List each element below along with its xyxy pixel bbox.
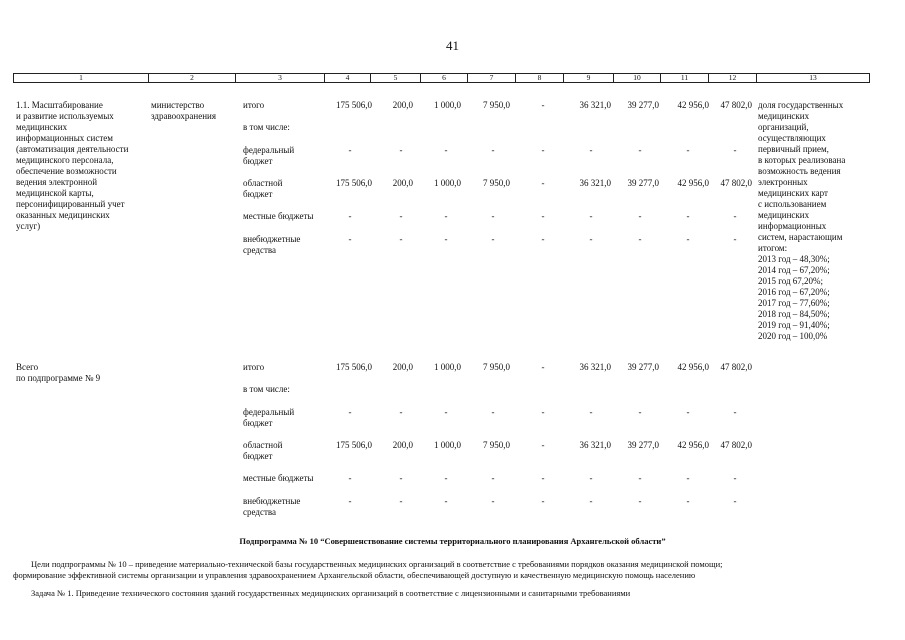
value-cell: 200,0 [392,178,413,188]
value-cell: - [348,496,352,506]
indicator-line: 2014 год – 67,20%; [758,265,830,275]
indicator-line: с использованием [758,199,827,209]
value-cell: 39 277,0 [627,440,659,450]
value-cell: - [491,473,495,483]
value-cell: 175 506,0 [336,100,372,110]
value-cell: - [399,407,403,417]
indicator-line: информационных [758,221,827,231]
value-cell: 7 950,0 [483,362,510,372]
header-cell: 11 [661,74,709,83]
value-cell: - [589,496,593,506]
value-cell: - [733,211,737,221]
header-cell: 9 [564,74,614,83]
value-cell: - [589,211,593,221]
indicator-line: организаций, [758,122,809,132]
header-cell: 5 [371,74,421,83]
value-cell: 39 277,0 [627,178,659,188]
funding-source-label: итого [243,100,265,110]
value-cell: 175 506,0 [336,178,372,188]
indicator-line: 2019 год – 91,40%; [758,320,830,330]
value-cell: - [399,145,403,155]
item-name-line: информационных систем [16,133,113,143]
value-cell: - [686,407,690,417]
value-cell: - [541,496,545,506]
header-cell: 8 [516,74,564,83]
value-cell: 36 321,0 [579,440,611,450]
funding-source-label: областной [243,178,283,188]
value-cell: - [399,496,403,506]
value-cell: 200,0 [392,100,413,110]
item-name-line: обеспечение возможности [16,166,117,176]
value-cell: - [348,211,352,221]
value-cell: 39 277,0 [627,100,659,110]
value-cell: - [686,473,690,483]
value-cell: - [348,234,352,244]
value-cell: 47 802,0 [720,440,752,450]
item-name-line: персонифицированный учет [16,199,125,209]
item-name-line: медицинских [16,122,68,132]
value-cell: - [541,234,545,244]
value-cell: - [399,234,403,244]
value-cell: - [399,211,403,221]
indicator-line: итогом: [758,243,788,253]
indicator-line: медицинских [758,210,810,220]
value-cell: 39 277,0 [627,362,659,372]
value-cell: - [541,407,545,417]
header-cell: 12 [709,74,757,83]
value-cell: - [638,496,642,506]
header-row [14,74,870,83]
item-name-line: медицинского персонала, [16,155,114,165]
value-cell: 200,0 [392,440,413,450]
header-cell: 3 [236,74,325,83]
indicator-line: первичный прием, [758,144,829,154]
value-cell: - [638,211,642,221]
value-cell: 36 321,0 [579,100,611,110]
value-cell: - [733,234,737,244]
subprogram-title: Подпрограмма № 10 “Совершенствование системы территориального планирования Архангельской области” [239,536,666,546]
indicator-line: 2015 год 67,20%; [758,276,824,286]
value-cell: 1 000,0 [434,178,461,188]
item-name-line: Всего [16,362,39,372]
header-cell: 13 [757,74,870,83]
item-name-line: ведения электронной [16,177,98,187]
value-cell: 175 506,0 [336,362,372,372]
value-cell: - [638,407,642,417]
indicator-line: систем, нарастающим [758,232,843,242]
value-cell: 47 802,0 [720,362,752,372]
indicator-line: осуществляющих [758,133,826,143]
value-cell: - [491,496,495,506]
value-cell: 200,0 [392,362,413,372]
value-cell: - [733,473,737,483]
value-cell: - [541,100,545,110]
value-cell: - [541,178,545,188]
item-name-line: медицинской карты, [16,188,94,198]
value-cell: - [541,211,545,221]
funding-source-label: бюджет [243,451,273,461]
funding-source-label: бюджет [243,156,273,166]
funding-source-label: федеральный [243,407,295,417]
value-cell: - [541,473,545,483]
value-cell: 1 000,0 [434,100,461,110]
value-cell: - [589,407,593,417]
indicator-line: 2016 год – 67,20%; [758,287,830,297]
value-cell: 175 506,0 [336,440,372,450]
value-cell: 36 321,0 [579,178,611,188]
value-cell: - [686,145,690,155]
funding-source-label: областной [243,440,283,450]
value-cell: 1 000,0 [434,362,461,372]
funding-source-label: в том числе: [243,384,290,394]
header-cell: 1 [14,74,149,83]
header-cell: 2 [149,74,236,83]
value-cell: - [399,473,403,483]
indicator-line: 2013 год – 48,30%; [758,254,830,264]
value-cell: - [541,362,545,372]
value-cell: 7 950,0 [483,100,510,110]
value-cell: 42 956,0 [677,178,709,188]
indicator-line: в которых реализована [758,155,846,165]
value-cell: - [686,234,690,244]
value-cell: - [444,496,448,506]
value-cell: - [733,145,737,155]
value-cell: 7 950,0 [483,440,510,450]
value-cell: 36 321,0 [579,362,611,372]
column-number-header [13,73,870,83]
value-cell: - [444,145,448,155]
indicator-line: доля государственных [758,100,844,110]
header-cell: 6 [421,74,468,83]
value-cell: 47 802,0 [720,100,752,110]
goal-line-1: Цели подпрограммы № 10 – приведение материально-технической базы государственных медицинских организаций в соответствие с требованиями порядков оказания медицинской помощи; [31,559,723,569]
funding-source-label: внебюджетные [243,496,301,506]
header-cell: 10 [614,74,661,83]
executor-line: министерство [151,100,205,110]
funding-source-label: в том числе: [243,122,290,132]
value-cell: - [444,211,448,221]
value-cell: - [491,145,495,155]
value-cell: - [638,234,642,244]
item-name-line: оказанных медицинских [16,210,110,220]
indicator-line: медицинских карт [758,188,828,198]
funding-source-label: средства [243,245,277,255]
value-cell: - [444,407,448,417]
value-cell: - [541,145,545,155]
value-cell: - [686,496,690,506]
value-cell: 47 802,0 [720,178,752,188]
value-cell: 7 950,0 [483,178,510,188]
value-cell: - [444,473,448,483]
funding-source-label: местные бюджеты [243,473,314,483]
goal-line-2: формирование эффективной системы организации и управления здравоохранением Архангельской области, обеспечивающей доступную и качественную медицинскую помощь населению [13,570,696,580]
header-cell: 4 [325,74,371,83]
value-cell: - [589,145,593,155]
header-cell: 7 [468,74,516,83]
item-name-line: 1.1. Масштабирование [16,100,103,110]
value-cell: - [491,211,495,221]
value-cell: - [491,234,495,244]
indicator-line: 2018 год – 84,50%; [758,309,830,319]
indicator-line: медицинских [758,111,810,121]
value-cell: - [733,496,737,506]
funding-source-label: внебюджетные [243,234,301,244]
value-cell: - [589,234,593,244]
funding-source-label: бюджет [243,418,273,428]
indicator-line: возможность ведения [758,166,841,176]
funding-source-label: средства [243,507,277,517]
executor-line: здравоохранения [151,111,217,121]
value-cell: - [348,407,352,417]
value-cell: 42 956,0 [677,440,709,450]
indicator-line: электронных [758,177,808,187]
funding-source-label: итого [243,362,265,372]
value-cell: - [348,473,352,483]
value-cell: 42 956,0 [677,100,709,110]
item-name-line: услуг) [16,221,41,231]
funding-source-label: местные бюджеты [243,211,314,221]
value-cell: - [686,211,690,221]
value-cell: - [491,407,495,417]
value-cell: - [733,407,737,417]
item-name-line: и развитие используемых [16,111,114,121]
funding-source-label: бюджет [243,189,273,199]
value-cell: - [638,145,642,155]
funding-source-label: федеральный [243,145,295,155]
task-line: Задача № 1. Приведение технического состояния зданий государственных медицинских организаций в соответствие с лицензионными и санитарными требованиями [31,588,631,598]
indicator-line: 2017 год – 77,60%; [758,298,830,308]
item-name-line: (автоматизация деятельности [16,144,129,154]
value-cell: - [541,440,545,450]
indicator-line: 2020 год – 100,0% [758,331,828,341]
value-cell: 1 000,0 [434,440,461,450]
item-name-line: по подпрограмме № 9 [16,373,101,383]
value-cell: 42 956,0 [677,362,709,372]
page-number: 41 [446,38,459,53]
value-cell: - [444,234,448,244]
value-cell: - [589,473,593,483]
value-cell: - [638,473,642,483]
value-cell: - [348,145,352,155]
